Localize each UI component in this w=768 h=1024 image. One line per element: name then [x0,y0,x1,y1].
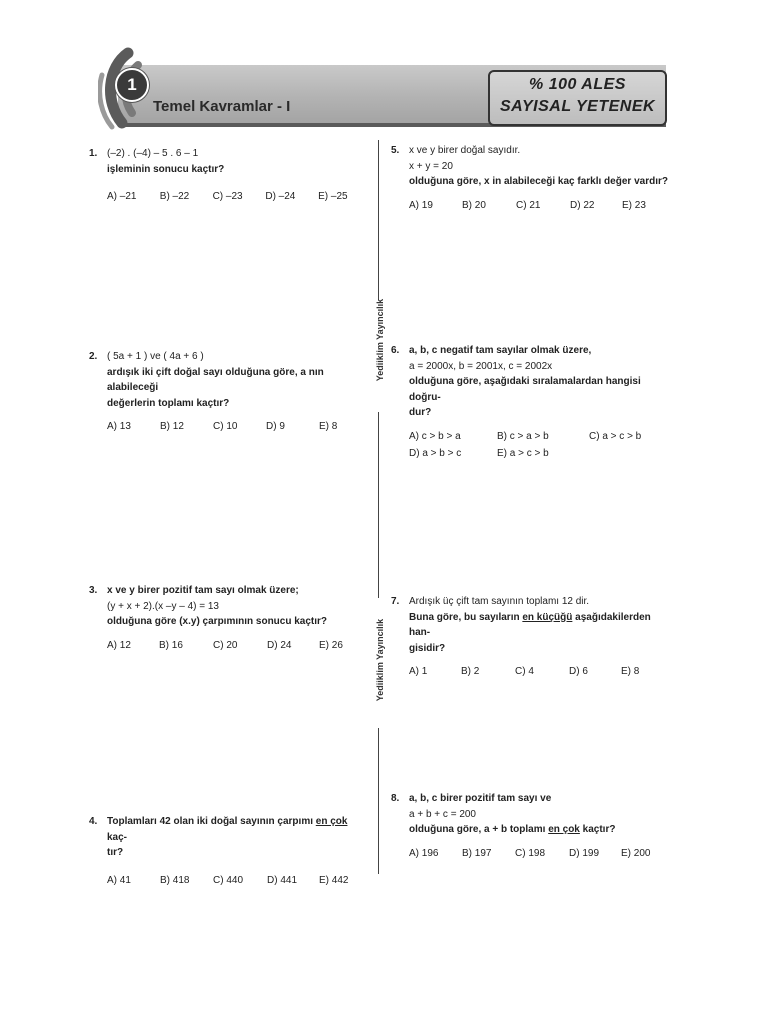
option-c[interactable]: C) 4 [515,666,534,677]
side-publisher-label: Yediiklim Yayıncılık [375,298,385,382]
options-row [107,873,369,889]
question-line: a, b, c negatif tam sayılar olmak üzere, [409,345,592,356]
question-prompt: olduğuna göre, aşağıdaki sıralamalardan hangisi doğru- [409,376,641,403]
option-c[interactable]: C) 198 [515,847,546,859]
option-c[interactable]: C) a > c > b [589,430,642,442]
question-4 [89,814,369,888]
question-number: 3. [89,585,98,596]
question-expression: (–2) . (–4) – 5 . 6 – 1 [107,148,199,159]
option-d[interactable]: D) 441 [267,874,298,886]
question-expression: a = 2000x, b = 2001x, c = 2002x [409,360,553,372]
option-d[interactable]: D) –24 [265,191,296,202]
option-a[interactable]: A) c > b > a [409,430,461,442]
question-1 [89,146,367,205]
question-prompt [409,610,671,641]
badge-line1: % 100 ALES [529,76,626,93]
option-e[interactable]: E) 8 [319,421,338,432]
option-b[interactable]: B) 418 [160,874,190,886]
prompt-part: olduğuna göre, a + b toplamı [409,824,549,835]
option-a[interactable]: A) –21 [107,191,137,202]
options-row [107,419,367,435]
option-b[interactable]: B) –22 [159,191,190,202]
option-c[interactable]: C) 10 [213,421,238,432]
option-b[interactable]: B) 16 [159,639,183,651]
question-prompt-cont: dur? [409,407,432,418]
prompt-emphasis: en çok [315,816,348,827]
option-e[interactable]: E) –25 [318,191,348,202]
question-2 [89,349,367,435]
option-a[interactable]: A) 1 [409,666,428,677]
prompt-part: aşağıdakilerden han- [409,611,651,638]
question-prompt-cont: değerlerin toplamı kaçtır? [107,397,230,409]
prompt-part: Toplamları 42 olan iki doğal sayının çarpımı [107,816,316,827]
option-e[interactable]: E) 23 [622,199,646,211]
question-number: 6. [391,345,400,356]
question-number: 7. [391,596,400,607]
options-row [409,198,669,214]
option-a[interactable]: A) 196 [409,847,439,859]
option-b[interactable]: B) 12 [160,421,184,432]
option-e[interactable]: E) 200 [621,847,651,859]
question-prompt [409,822,671,838]
unit-title: Temel Kavramlar - I [153,98,291,115]
prompt-emphasis: en küçüğü [522,611,573,623]
option-c[interactable]: C) 440 [213,874,244,886]
question-line: a, b, c birer pozitif tam sayı ve [409,793,552,804]
options-grid [409,429,671,462]
option-a[interactable]: A) 13 [107,421,131,432]
option-d[interactable]: D) a > b > c [409,448,462,459]
question-3 [89,583,367,653]
option-b[interactable]: B) 20 [462,199,486,211]
unit-number-badge [115,68,149,102]
badge-line2: SAYISAL YETENEK [499,98,656,115]
option-b[interactable]: B) 2 [461,666,480,677]
question-6 [391,343,671,462]
option-e[interactable]: E) 8 [621,666,640,677]
option-b[interactable]: B) 197 [462,847,492,859]
column-divider-mid [378,412,379,598]
question-expression: (y + x + 2).(x –y – 4) = 13 [107,600,219,612]
option-d[interactable]: D) 199 [569,847,600,859]
question-number: 1. [89,148,98,159]
option-a[interactable]: A) 19 [409,199,433,211]
question-line: x ve y birer pozitif tam sayı olmak üzere; [107,585,299,596]
option-d[interactable]: D) 6 [569,666,588,677]
unit-number: 1 [127,75,137,94]
option-d[interactable]: D) 9 [266,421,285,432]
question-expression: ( 5a + 1 ) ve ( 4a + 6 ) [107,351,204,362]
prompt-part: kaç- [107,831,128,843]
options-row [409,664,671,680]
option-b[interactable]: B) c > a > b [497,430,549,442]
question-prompt: olduğuna göre, x in alabileceği kaç farklı değer vardır? [409,176,668,187]
question-expression: x + y = 20 [409,160,453,172]
option-a[interactable]: A) 41 [107,874,131,886]
question-5 [391,143,669,213]
option-a[interactable]: A) 12 [107,639,131,651]
question-7 [391,594,671,680]
question-number: 4. [89,816,98,827]
option-e[interactable]: E) a > c > b [497,448,549,459]
option-d[interactable]: D) 22 [570,199,595,211]
column-divider-bottom [378,728,379,874]
question-number: 8. [391,793,400,804]
ales-badge [488,70,667,126]
question-prompt: işleminin sonucu kaçtır? [107,163,225,175]
option-e[interactable]: E) 442 [319,874,349,886]
question-prompt: olduğuna göre (x.y) çarpımının sonucu kaçtır? [107,616,328,627]
question-8 [391,791,671,861]
prompt-emphasis: en çok [548,824,580,835]
prompt-part: Buna göre, bu sayıların [409,611,523,623]
side-publisher-label-2: Yediiklim Yayıncılık [375,618,385,702]
question-expression: a + b + c = 200 [409,808,476,820]
question-prompt-cont: tır? [107,847,124,858]
options-row [107,638,367,654]
option-d[interactable]: D) 24 [267,639,292,651]
question-number: 2. [89,351,98,362]
option-c[interactable]: C) 20 [213,639,238,651]
question-prompt [107,814,369,845]
question-line: Ardışık üç çift tam sayının toplamı 12 dir. [409,596,590,607]
question-line: x ve y birer doğal sayıdır. [409,145,521,156]
options-row [107,189,367,205]
option-c[interactable]: C) 21 [516,199,541,211]
column-divider-top [378,140,379,300]
question-number: 5. [391,145,400,156]
option-e[interactable]: E) 26 [319,639,343,651]
option-c[interactable]: C) –23 [212,191,243,202]
question-prompt-cont: gisidir? [409,642,446,654]
question-prompt: ardışık iki çift doğal sayı olduğuna göre, a nın alabileceği [107,366,324,393]
options-row [409,846,671,862]
prompt-part: kaçtır? [579,824,616,835]
